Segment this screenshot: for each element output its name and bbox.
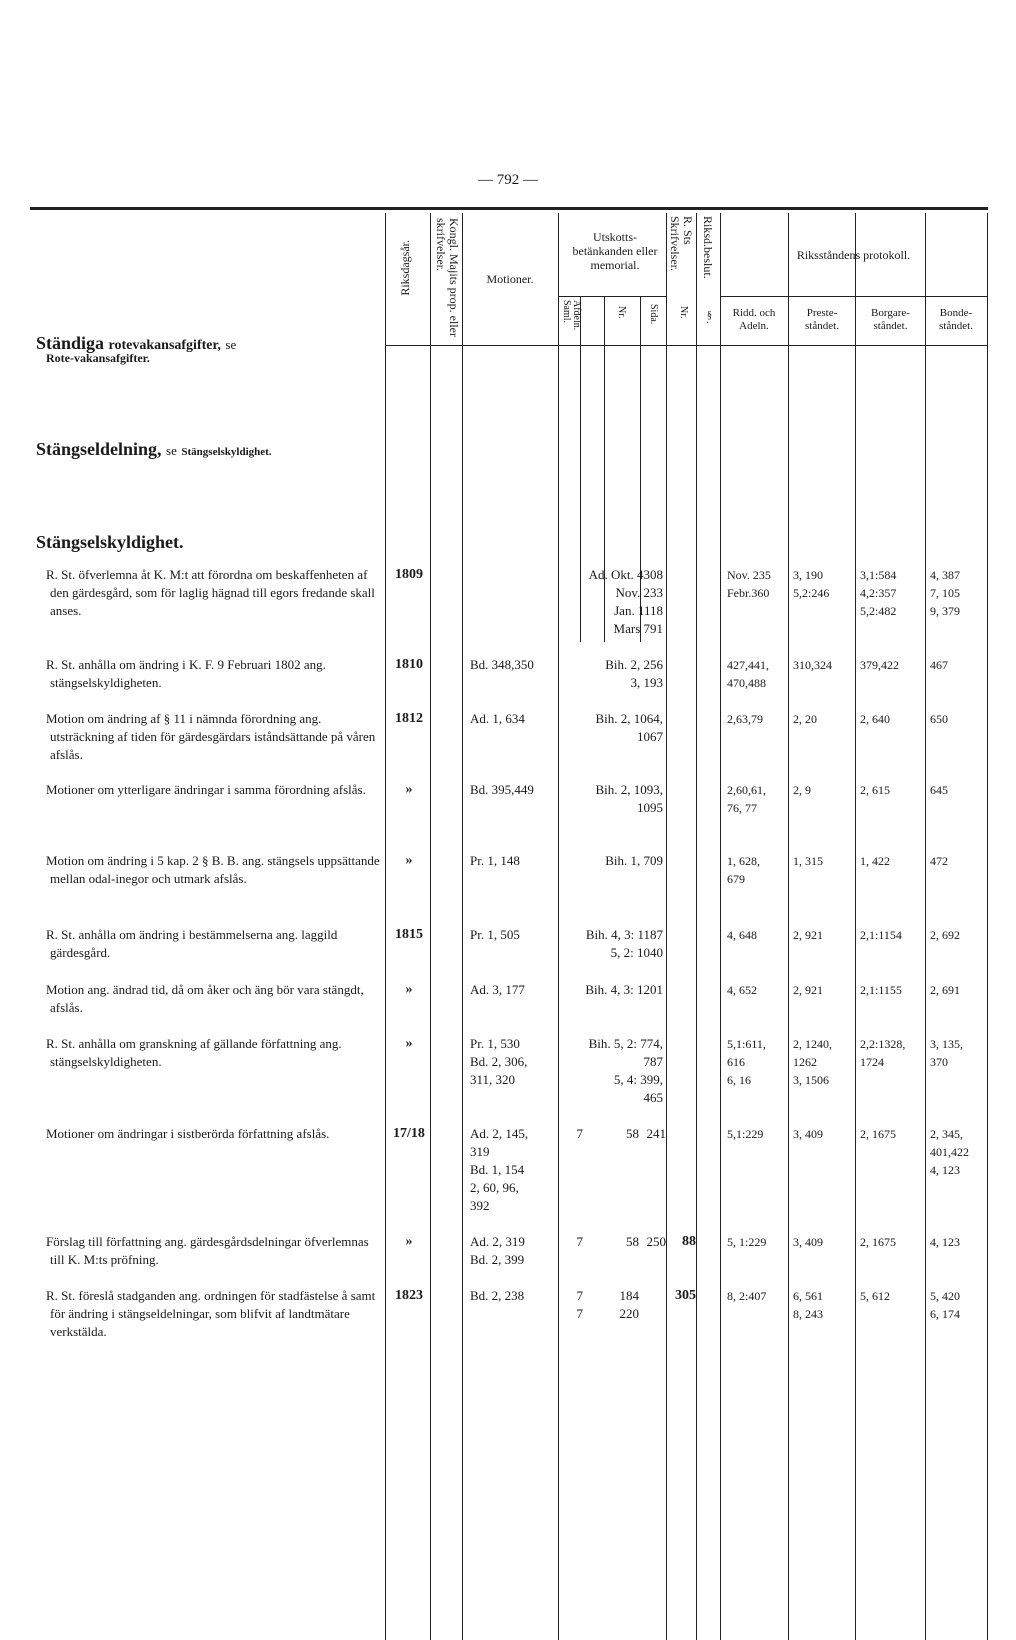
entry-preste: 2, 20 [793,712,817,726]
entry-ridd: 5,1:229 [727,1127,764,1141]
entry-borgare: 5, 612 [860,1289,890,1303]
header-motioner: Motioner. [486,272,534,286]
entry-year: 1810 [395,657,423,672]
header-subrule [720,296,987,297]
header-afdeln: Afdeln. Saml. [561,300,582,331]
entry-year: » [405,782,413,797]
entry-borgare: 2,1:1154 [860,928,902,942]
col-rule [925,213,926,1640]
entry-description: R. St. föreslå stadganden ang. ordningen för stadfästelse å samt för ändring i stängseldelningar, som blifvit af landtmätare verkstälda. [46,1288,376,1339]
entry-borgare: 2, 615 [860,783,890,797]
entry-description: R. St. anhålla om ändring i K. F. 9 Februari 1802 ang. stängselskyldigheten. [46,657,326,690]
entry-ridd: 5,1:611, 616 6, 16 [727,1037,766,1087]
entry-utskott-part: 241 [646,1126,666,1141]
entry-skrifvelse: 305 [675,1288,696,1303]
header-nr: Nr. [616,306,627,319]
entry-utskott-part: 250 [646,1234,666,1249]
header-utskotts: Utskotts-betänkanden eller memorial. [572,230,658,272]
entry-motion: Bd. 395,449 [470,782,534,797]
entry-motion: Pr. 1, 505 [470,927,520,942]
header-riksdagsar: Riksdagsår. [398,240,412,296]
header-borgare: Borgare-ståndet. [871,307,910,332]
heading-stangselskyldighet: Stängselskyldighet. [36,532,184,552]
header-ridd: Ridd. och Adeln. [732,307,776,332]
header-riksd-beslut: Riksd.beslut. [701,216,715,279]
header-bottom-rule [385,345,987,346]
entry-preste: 2, 921 [793,983,823,997]
entry-ridd: 8, 2:407 [727,1289,767,1303]
entry-utskott-part: 7 [576,1288,583,1303]
entry-utskott: Bih. 1, 709 [605,853,663,868]
entry-description: R. St. anhålla om granskning af gällande författning ang. stängselskyldigheten. [46,1036,342,1069]
entry-ridd: 4, 648 [727,928,757,942]
page-number: — 792 — [478,172,538,188]
entry-year: 1812 [395,711,423,726]
entry-utskott-part: 58 [626,1126,639,1141]
col-rule [696,213,697,1640]
entry-utskott: Bih. 2, 1093, 1095 [595,782,663,815]
entry-motion: Ad. 2, 145, 319 Bd. 1, 154 2, 60, 96, 392 [470,1126,529,1213]
entry-motion: Pr. 1, 148 [470,853,520,868]
entry-bonde: 467 [930,658,948,672]
entry-bonde: 650 [930,712,948,726]
entry-year: » [405,1234,413,1249]
entry-year: 17/18 [393,1126,425,1141]
heading-stangseldelning-ref: Stängselskyldighet. [181,446,272,458]
heading-stangseldelning-se: se [166,443,177,458]
entry-motion: Ad. 2, 319 Bd. 2, 399 [470,1234,525,1267]
entry-preste: 310,324 [793,658,832,672]
entry-bonde: 472 [930,854,948,868]
entry-borgare: 3,1:584 4,2:357 5,2:482 [860,568,897,618]
entry-borgare: 379,422 [860,658,899,672]
entry-preste: 3, 409 [793,1235,823,1249]
header-r-sts: R. Sts Skrifvelser. [668,216,695,271]
header-kongl: Kongl. Majits prop. eller skrifvelser. [434,218,461,337]
entry-bonde: 2, 345, 401,422 4, 123 [930,1127,969,1177]
entry-bonde: 5, 420 6, 174 [930,1289,960,1321]
table-top-rule [30,207,988,210]
entry-borgare: 2,1:1155 [860,983,902,997]
entry-year: 1823 [395,1288,423,1303]
col-rule [462,213,463,1640]
header-sida: Sida. [648,304,659,325]
entry-preste: 3, 190 5,2:246 [793,568,830,600]
entry-motion: Pr. 1, 530 Bd. 2, 306, 311, 320 [470,1036,528,1087]
heading-standiga-ref: Rote-vakansafgifter. [46,351,150,365]
heading-stangseldelning-main: Stängseldelning, [36,439,162,459]
header-subrule [558,296,666,297]
heading-standiga-se: se [225,337,237,352]
entry-ridd: 427,441, 470,488 [727,658,769,690]
entry-motion: Bd. 2, 238 [470,1288,525,1303]
heading-stangseldelning [36,439,272,460]
entry-utskott: Ad. Okt. 4308 Nov. 233 Jan. 1118 Mars 791 [588,567,663,636]
heading-standiga-rest: rotevakansafgifter, [108,338,221,353]
entry-borgare: 2, 640 [860,712,890,726]
entry-bonde: 4, 387 7, 105 9, 379 [930,568,960,618]
entry-borgare: 2,2:1328, 1724 [860,1037,906,1069]
entry-utskott: Bih. 4, 3: 1187 5, 2: 1040 [585,927,663,960]
entry-ridd: 5, 1:229 [727,1235,767,1249]
entry-year: » [405,1036,413,1051]
col-rule [558,213,559,1640]
entry-ridd: 1, 628, 679 [727,854,760,886]
entry-preste: 6, 561 8, 243 [793,1289,823,1321]
col-rule [385,213,386,1640]
entry-borgare: 2, 1675 [860,1235,896,1249]
entry-utskott-part: 220 [619,1306,639,1321]
entry-preste: 2, 1240, 1262 3, 1506 [793,1037,832,1087]
entry-borgare: 2, 1675 [860,1127,896,1141]
entry-preste: 1, 315 [793,854,823,868]
entry-bonde: 4, 123 [930,1235,960,1249]
entry-motion: Ad. 1, 634 [470,711,525,726]
entry-motion: Bd. 348,350 [470,657,534,672]
col-rule [788,213,789,1640]
entry-preste: 2, 921 [793,928,823,942]
entry-description: Motioner om ändringar i sistberörda författning afslås. [46,1126,330,1141]
entry-bonde: 2, 691 [930,983,960,997]
entry-ridd: 2,60,61, 76, 77 [727,783,766,815]
entry-year: 1815 [395,927,423,942]
entry-description: Motion ang. ändrad tid, då om åker och äng bör vara stängdt, afslås. [46,982,364,1015]
entry-utskott-part: 7 [576,1234,583,1249]
col-rule [430,213,431,1640]
col-rule [987,213,988,1640]
col-rule [855,213,856,1640]
entry-utskott-part: 58 [626,1234,639,1249]
header-nr2: Nr. [678,306,689,319]
entry-year: » [405,853,413,868]
heading-standiga-main: Ständiga [36,333,105,353]
entry-utskott: Bih. 2, 256 3, 193 [605,657,663,690]
entry-bonde: 3, 135, 370 [930,1037,963,1069]
entry-description: Motioner om ytterligare ändringar i samma förordning afslås. [46,782,366,797]
header-protokoll: Riksståndens protokoll. [796,248,911,262]
entry-utskott-part: 184 [619,1288,639,1303]
header-bonde: Bonde-ståndet. [939,307,973,332]
entry-borgare: 1, 422 [860,854,890,868]
entry-utskott: Bih. 4, 3: 1201 [585,982,663,997]
entry-description: R. St. öfverlemna åt K. M:t att förordna om beskaffenheten af den gärdesgård, som för laglig hägnad till egors fredande skall anses. [46,567,375,618]
entry-description: Förslag till författning ang. gärdesgårdsdelningar öfverlemnas till K. M:ts pröfning. [46,1234,369,1267]
entry-utskott-part: 7 [576,1126,583,1141]
entry-description: R. St. anhålla om ändring i bestämmelserna ang. laggild gärdesgård. [46,927,338,960]
entry-utskott-part: 7 [576,1306,583,1321]
entry-motion: Ad. 3, 177 [470,982,525,997]
col-rule [666,213,667,1640]
entry-utskott: Bih. 2, 1064, 1067 [595,711,663,744]
header-preste: Preste-ståndet. [805,307,839,332]
entry-preste: 2, 9 [793,783,811,797]
entry-description: Motion om ändring af § 11 i nämnda förordning ang. utsträckning af tiden för gärdesgärdars iståndsättande på våren afslås. [46,711,376,762]
col-rule [720,213,721,1640]
entry-skrifvelse: 88 [682,1234,696,1249]
entry-ridd: 2,63,79 [727,712,763,726]
entry-preste: 3, 409 [793,1127,823,1141]
entry-year: » [405,982,413,997]
entry-ridd: 4, 652 [727,983,757,997]
entry-year: 1809 [395,567,423,582]
header-para: §. [704,310,715,324]
entry-utskott: Bih. 5, 2: 774, 787 5, 4: 399, 465 [588,1036,663,1105]
entry-description: Motion om ändring i 5 kap. 2 § B. B. ang. stängsels uppsättande mellan odal-inegor och utmark afslås. [46,853,380,886]
entry-bonde: 645 [930,783,948,797]
entry-ridd: Nov. 235 Febr.360 [727,568,771,600]
entry-bonde: 2, 692 [930,928,960,942]
